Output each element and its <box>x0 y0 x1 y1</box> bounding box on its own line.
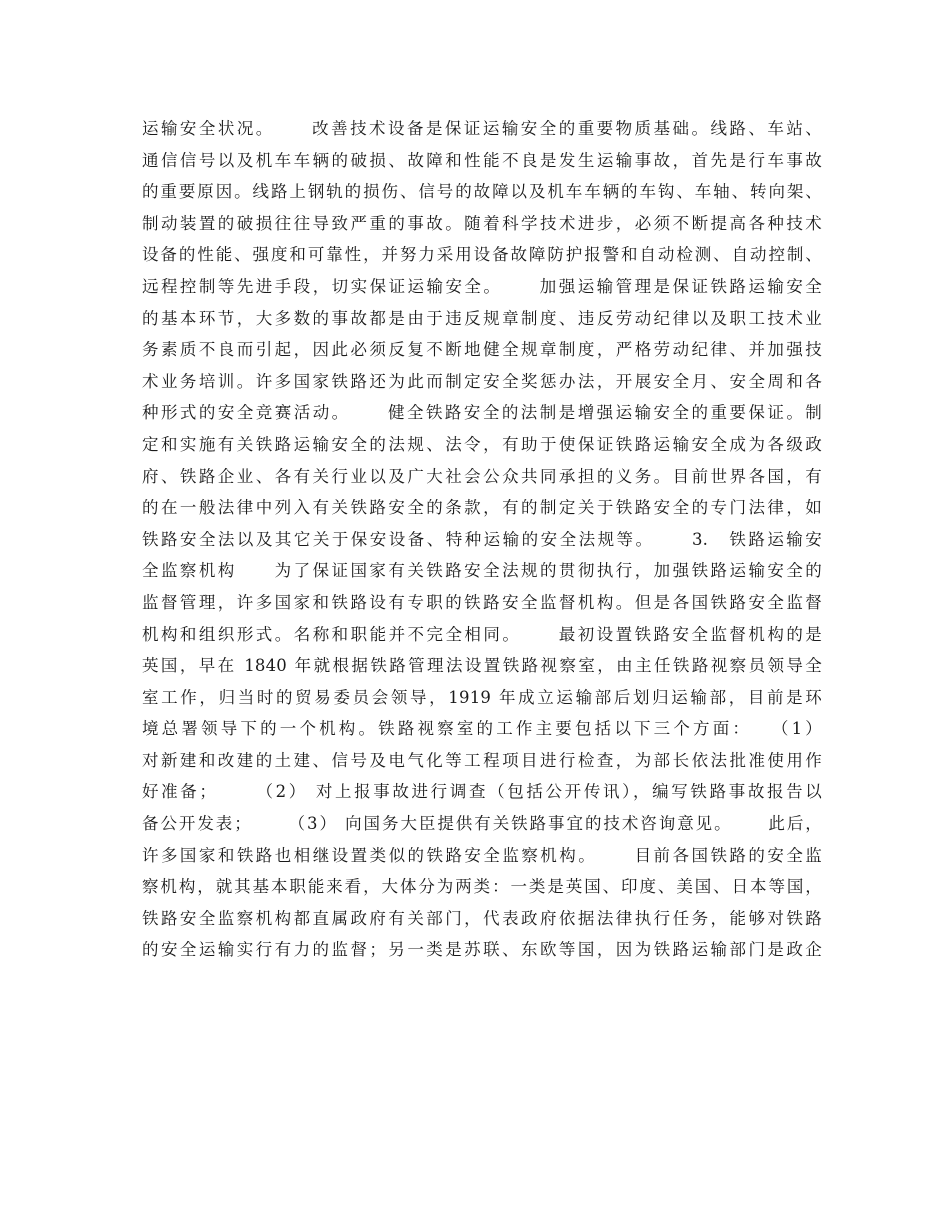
text-line: 的安全运输实行有力的监督；另一类是苏联、东欧等国，因为铁路运输部门是政企 <box>142 940 822 960</box>
text-line: 的重要原因。线路上钢轨的损伤、信号的故障以及机车车辆的车钩、车轴、转向架、 <box>142 182 822 202</box>
text-line: 运输安全状况。 改善技术设备是保证运输安全的重要物质基础。线路、车站、 <box>142 119 822 138</box>
text-line: 种形式的安全竞赛活动。 健全铁路安全的法制是增强运输安全的重要保证。制 <box>142 403 822 423</box>
text-line: 好准备； （2） 对上报事故进行调查（包括公开传讯），编写铁路事故报告以 <box>142 782 822 802</box>
text-line: 铁路安全法以及其它关于保安设备、特种运输的安全法规等。 3. 铁路运输安 <box>142 529 822 549</box>
text-line: 远程控制等先进手段，切实保证运输安全。 加强运输管理是保证铁路运输安全 <box>142 276 822 296</box>
text-line: 察机构，就其基本职能来看，大体分为两类：一类是英国、印度、美国、日本等国， <box>142 877 822 897</box>
text-line: 府、铁路企业、各有关行业以及广大社会公众共同承担的义务。目前世界各国，有 <box>142 466 822 486</box>
text-line: 务素质不良而引起，因此必须反复不断地健全规章制度，严格劳动纪律、并加强技 <box>142 340 822 360</box>
text-line: 机构和组织形式。名称和职能并不完全相同。 最初设置铁路安全监督机构的是 <box>142 624 822 644</box>
text-line: 设备的性能、强度和可靠性，并努力采用设备故障防护报警和自动检测、自动控制、 <box>142 245 822 265</box>
text-line: 备公开发表； （3） 向国务大臣提供有关铁路事宜的技术咨询意见。 此后， <box>142 814 822 834</box>
text-line: 全监察机构 为了保证国家有关铁路安全法规的贯彻执行，加强铁路运输安全的 <box>142 561 822 581</box>
text-line: 铁路安全监察机构都直属政府有关部门，代表政府依据法律执行任务，能够对铁路 <box>142 908 822 928</box>
text-line: 的在一般法律中列入有关铁路安全的条款，有的制定关于铁路安全的专门法律，如 <box>142 498 822 518</box>
text-line: 境总署领导下的一个机构。铁路视察室的工作主要包括以下三个方面： （1） <box>142 719 822 739</box>
text-line: 室工作，归当时的贸易委员会领导，1919 年成立运输部后划归运输部，目前是环 <box>142 687 822 707</box>
text-line: 定和实施有关铁路运输安全的法规、法令，有助于使保证铁路运输安全成为各级政 <box>142 434 822 454</box>
text-line: 对新建和改建的土建、信号及电气化等工程项目进行检查，为部长依法批准使用作 <box>142 750 822 770</box>
text-line: 术业务培训。许多国家铁路还为此而制定安全奖惩办法，开展安全月、安全周和各 <box>142 371 822 391</box>
text-line: 许多国家和铁路也相继设置类似的铁路安全监察机构。 目前各国铁路的安全监 <box>142 845 822 865</box>
text-line: 的基本环节，大多数的事故都是由于违反规章制度、违反劳动纪律以及职工技术业 <box>142 308 822 328</box>
text-line: 通信信号以及机车车辆的破损、故障和性能不良是发生运输事故，首先是行车事故 <box>142 150 822 170</box>
text-line: 制动装置的破损往往导致严重的事故。随着科学技术进步，必须不断提高各种技术 <box>142 213 822 233</box>
text-line: 英国，早在 1840 年就根据铁路管理法设置铁路视察室，由主任铁路视察员领导全 <box>142 656 822 676</box>
body-text <box>142 113 822 966</box>
text-line: 监督管理，许多国家和铁路设有专职的铁路安全监督机构。但是各国铁路安全监督 <box>142 592 822 612</box>
